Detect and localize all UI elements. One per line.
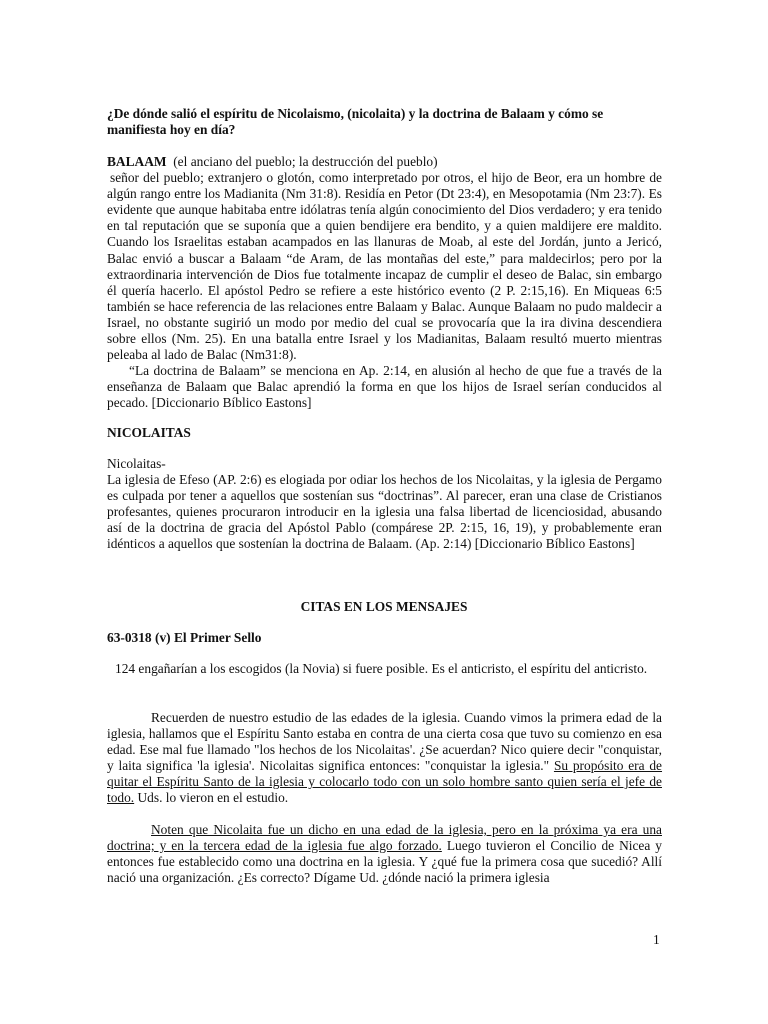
balaam-section — [107, 154, 662, 412]
noten-underlined: Noten que Nicolaita fue un dicho en una edad de la iglesia, pero en la próxima ya era una doctrina; y en la tercera edad de la iglesia fue algo forzado. — [107, 822, 662, 854]
nicolaitas-paragraph: La iglesia de Efeso (AP. 2:6) es elogiada por odiar los hechos de los Nicolaitas, y la iglesia de Pergamo es culpada por tener a aquellos que sostenían sus “doctrinas”. Al parecer, eran una clase de Cristianos profesantes, quienes procuraron introducir en la iglesia una falsa libertad de licenciosidad, abusando así de la doctrina de gracia del Apóstol Pablo (compárese 2P. 2:15, 16, 19), y probablemente eran idénticos a aquellos que sostenían la doctrina de Balaam. (Ap. 2:14) [Diccionario Bíblico Eastons] — [107, 472, 662, 552]
paragraph-124: 124 engañarían a los escogidos (la Novia) si fuere posible. Es el anticristo, el espíritu del anticristo. — [115, 661, 648, 676]
question-title: ¿De dónde salió el espíritu de Nicolaismo, (nicolaita) y la doctrina de Balaam y cómo se manifiesta hoy en día? — [107, 106, 604, 138]
balaam-paragraph-1: señor del pueblo; extranjero o glotón, como interpretado por otros, el hijo de Beor, era un hombre de algún rango entre los Madianita (Nm 31:8). Residía en Petor (Dt 23:4), en Mesopotamia (Nm 23:7). Es evidente que aunque habitaba entre idólatras tenía algún conocimiento del Dios verdadero; y era tenido en tal reputación que se suponía que a quien bendijere era bendito, y a quien maldijere ere maldito. Cuando los Israelitas estaban acampados en las llanuras de Moab, al este del Jordán, junto a Jericó, Balac envió a buscar a Balaam “de Aram, de las montañas del este,” para maldecirlos; pero por la extraordinaria intervención de Dios fue totalmente incapaz de cumplir el deseo de Balac, sin embargo él quería hacerlo. El apóstol Pedro se refiere a este histórico evento (2 P. 2:15,16). En Miqueas 6:5 también se hace referencia de las relaciones entre Balaam y Balac. Aunque Balaam no pudo maldecir a Israel, no obstante sugirió un modo por medio del cual se provocaría que la ira divina descendiera sobre ellos (Nm. 25). En una batalla entre Israel y los Madianitas, Balaam resultó muerto mientras peleaba al lado de Balac (Nm31:8). — [107, 170, 662, 363]
balaam-heading-line — [107, 154, 662, 170]
recuerden-end: Uds. lo vieron en el estudio. — [137, 790, 289, 806]
nicolaitas-section — [107, 456, 662, 553]
recuerden-text: Recuerden de nuestro estudio de las edades de la iglesia. Cuando vimos la primera edad de la iglesia, hallamos que el Espíritu Santo estaba en contra de una cierta cosa que tuvo su comienzo en esa edad. Ese mal fue llamado "los hechos de los Nicolaitas'. ¿Se acuerdan? Nico quiere decir "conquistar, y laita significa 'la iglesia'. Nicolaitas significa entonces: "conquistar la iglesia." — [107, 710, 662, 774]
paragraph-noten — [107, 822, 662, 886]
nicolaitas-heading: NICOLAITAS — [107, 425, 191, 440]
page-number: 1 — [653, 932, 660, 947]
balaam-paragraph-2: “La doctrina de Balaam” se menciona en Ap. 2:14, en alusión al hecho de que fue a través de la enseñanza de Balaam que Balac aprendió la forma en que los hijos de Israel serían conducidos al pecado. [Diccionario Bíblico Eastons] — [107, 363, 662, 411]
paragraph-recuerden — [107, 710, 662, 807]
citas-heading: CITAS EN LOS MENSAJES — [300, 599, 468, 614]
nicolaitas-term: Nicolaitas- — [107, 456, 166, 471]
noten-rest: Luego tuvieron el Concilio de Nicea y entonces fue establecido como una doctrina en la iglesia. Y ¿qué fue la primera cosa que sucedió? Allí nació una organización. ¿Es correcto? Dígame Ud. ¿dónde nació la primera iglesia — [107, 838, 662, 886]
balaam-subtitle: (el anciano del pueblo; la destrucción del pueblo) — [173, 154, 438, 169]
recuerden-underlined: Su propósito era de quitar el Espíritu Santo de la iglesia y colocarlo todo con un solo hombre santo quien sería el jefe de todo. — [107, 758, 663, 806]
balaam-term: BALAAM — [107, 154, 167, 169]
sermon-title: 63-0318 (v) El Primer Sello — [107, 630, 262, 645]
